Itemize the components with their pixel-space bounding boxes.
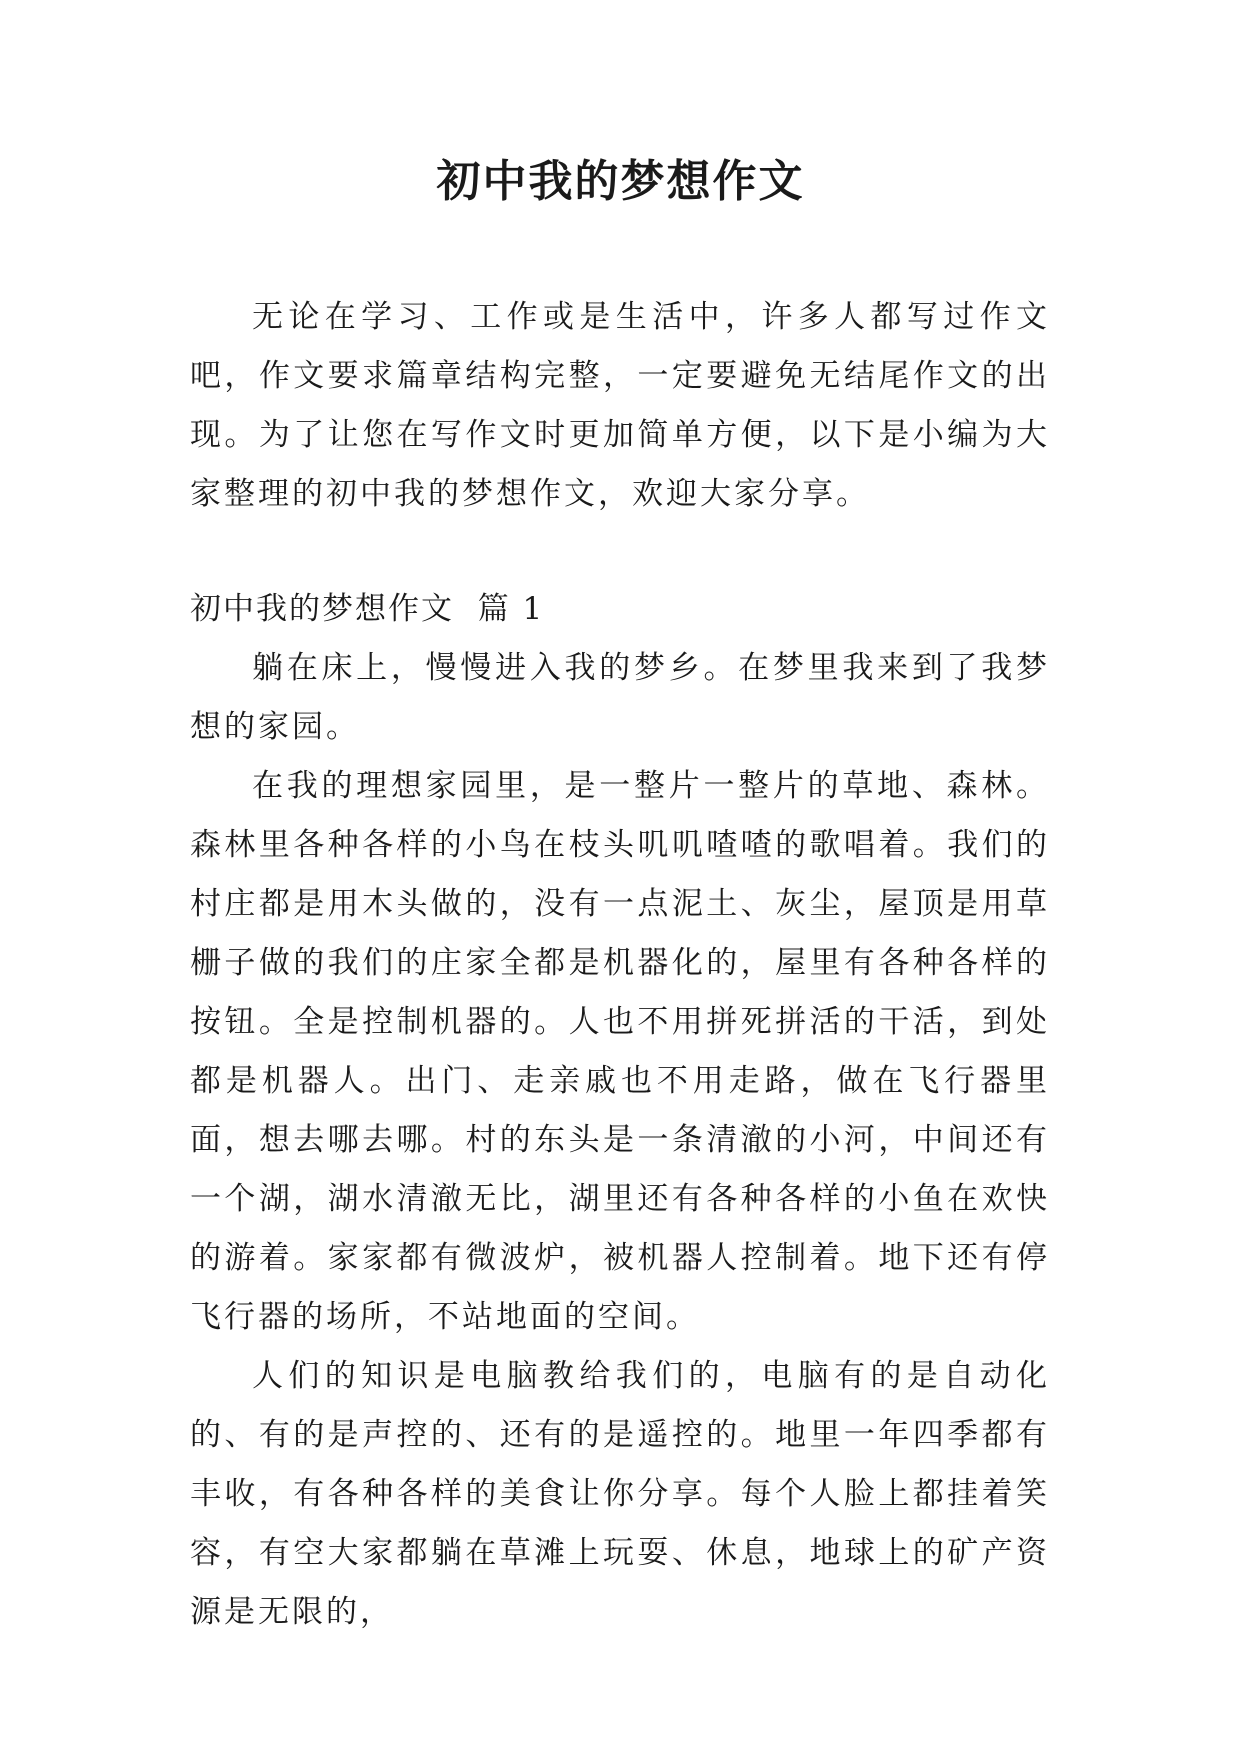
document-title: 初中我的梦想作文 xyxy=(436,156,805,207)
article-paragraph: 人们的知识是电脑教给我们的，电脑有的是自动化的、有的是声控的、还有的是遥控的。地里一年四季都有丰收，有各种各样的美食让你分享。每个人脸上都挂着笑容，有空大家都躺在草滩上玩耍、休息，地球上的矿产资源是无限的， xyxy=(190,1358,1050,1630)
article-block xyxy=(190,580,1050,1642)
article-paragraph: 在我的理想家园里，是一整片一整片的草地、森林。森林里各种各样的小鸟在枝头叽叽喳喳的歌唱着。我们的村庄都是用木头做的，没有一点泥土、灰尘，屋顶是用草栅子做的我们的庄家全都是机器化的，屋里有各种各样的按钮。全是控制机器的。人也不用拼死拼活的干活，到处都是机器人。出门、走亲戚也不用走路，做在飞行器里面，想去哪去哪。村的东头是一条清澈的小河，中间还有一个湖，湖水清澈无比，湖里还有各种各样的小鱼在欢快的游着。家家都有微波炉，被机器人控制着。地下还有停飞行器的场所，不站地面的空间。 xyxy=(190,768,1050,1335)
intro-block xyxy=(190,288,1050,524)
article-paragraph: 躺在床上，慢慢进入我的梦乡。在梦里我来到了我梦想的家园。 xyxy=(190,650,1050,745)
section-heading: 初中我的梦想作文 篇 1 xyxy=(190,591,545,627)
intro-paragraph: 无论在学习、工作或是生活中，许多人都写过作文吧，作文要求篇章结构完整，一定要避免无结尾作文的出现。为了让您在写作文时更加简单方便，以下是小编为大家整理的初中我的梦想作文，欢迎大家分享。 xyxy=(190,299,1050,512)
